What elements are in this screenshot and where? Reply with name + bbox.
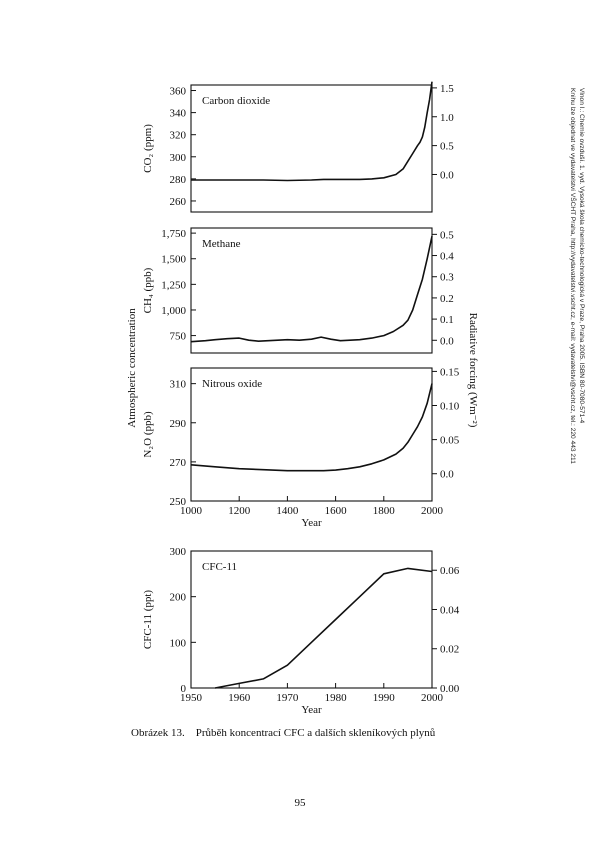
co2-right-tick-label: 1.0 bbox=[440, 111, 454, 124]
co2-left-tick-label: 280 bbox=[169, 173, 186, 186]
cfc11-left-tick-label: 0 bbox=[180, 683, 186, 695]
co2-left-tick-label: 300 bbox=[169, 151, 186, 164]
methane-right-tick-label: 0.0 bbox=[440, 335, 454, 348]
n2o-right-tick-label: 0.05 bbox=[440, 434, 460, 447]
methane-left-tick-label: 750 bbox=[169, 330, 186, 343]
caption-label: Obrázek 13. bbox=[131, 727, 185, 739]
cfc11-series-line bbox=[215, 568, 432, 688]
shared-left-axis-label: Atmospheric concentration bbox=[126, 308, 138, 428]
cfc11-x-tick-label: 1990 bbox=[372, 692, 395, 704]
methane-right-tick-label: 0.2 bbox=[440, 292, 454, 305]
cfc11-x-tick-label: 1960 bbox=[228, 692, 251, 704]
methane-left-tick-label: 1,250 bbox=[161, 279, 186, 292]
co2-right-tick-label: 0.5 bbox=[440, 140, 454, 153]
n2o-right-tick-label: 0.0 bbox=[440, 468, 454, 481]
cfc11-right-tick-label: 0.04 bbox=[440, 604, 460, 617]
n2o-left-tick-label: 250 bbox=[169, 496, 186, 508]
n2o-y-axis-label: N₂O (ppb) bbox=[142, 411, 154, 458]
citation-line-2: Knihu lze objednat ve vydavatelství VŠCHT Praha, http://vydavatelstvi.vscht.cz, e-mail: vydavatelstvi@vscht.cz, tel.: 220 443 211 bbox=[569, 88, 576, 464]
figure-caption bbox=[131, 727, 435, 739]
cfc11-y-axis-label: CFC-11 (ppt) bbox=[142, 589, 154, 650]
methane-series-line bbox=[191, 236, 432, 342]
cfc11-x-tick-label: 1980 bbox=[324, 692, 347, 704]
methane-right-tick-label: 0.5 bbox=[440, 229, 454, 242]
methane-y-axis-label: CH₄ (ppb) bbox=[142, 267, 154, 314]
citation-line-1: Vlnon I.: Chemie ovzduší. 1. vyd. Vysoká škola chemicko-technologická v Praze, Praha 2005. ISBN 80-7080-571-4 bbox=[578, 88, 585, 424]
cfc11-panel bbox=[142, 546, 460, 716]
cfc11-right-tick-label: 0.00 bbox=[440, 683, 460, 695]
cfc11-left-tick-label: 300 bbox=[169, 546, 186, 558]
co2-y-axis-label: CO₂ (ppm) bbox=[142, 124, 154, 173]
cfc11-x-axis-label: Year bbox=[301, 704, 322, 716]
methane-right-tick-label: 0.4 bbox=[440, 250, 454, 263]
cfc11-x-tick-label: 1970 bbox=[276, 692, 299, 704]
cfc11-right-tick-label: 0.06 bbox=[440, 565, 460, 578]
n2o-x-tick-label: 1800 bbox=[372, 505, 395, 517]
co2-left-tick-label: 260 bbox=[169, 195, 186, 208]
cfc11-left-tick-label: 100 bbox=[169, 637, 186, 650]
cfc11-panel-title: CFC-11 bbox=[202, 561, 238, 573]
n2o-x-tick-label: 1000 bbox=[180, 505, 202, 517]
n2o-x-tick-label: 2000 bbox=[421, 505, 443, 517]
methane-left-tick-label: 1,000 bbox=[161, 304, 186, 317]
methane-left-tick-label: 1,750 bbox=[161, 228, 186, 241]
methane-right-tick-label: 0.3 bbox=[440, 271, 454, 284]
co2-right-tick-label: 1.5 bbox=[440, 82, 454, 95]
co2-left-tick-label: 340 bbox=[169, 107, 186, 120]
co2-left-tick-label: 360 bbox=[169, 85, 186, 98]
methane-panel bbox=[142, 228, 454, 353]
cfc11-left-tick-label: 200 bbox=[169, 591, 186, 604]
n2o-left-tick-label: 310 bbox=[169, 378, 186, 391]
caption-text: Průběh koncentrací CFC a dalších skleníkových plynů bbox=[195, 727, 436, 739]
shared-right-axis-label: Radiative forcing (Wm⁻²) bbox=[467, 312, 479, 428]
page-number: 95 bbox=[294, 797, 306, 809]
n2o-x-axis-label: Year bbox=[301, 517, 322, 529]
n2o-left-tick-label: 270 bbox=[169, 456, 186, 469]
methane-left-tick-label: 1,500 bbox=[161, 253, 186, 266]
methane-panel-title: Methane bbox=[202, 238, 241, 250]
co2-panel bbox=[142, 82, 454, 212]
cfc11-x-tick-label: 1950 bbox=[180, 692, 202, 704]
n2o-series-line bbox=[191, 384, 432, 471]
n2o-panel bbox=[142, 366, 460, 529]
n2o-x-tick-label: 1400 bbox=[276, 505, 299, 517]
n2o-panel-title: Nitrous oxide bbox=[202, 378, 263, 390]
n2o-left-tick-label: 290 bbox=[169, 417, 186, 430]
n2o-right-tick-label: 0.10 bbox=[440, 400, 460, 413]
n2o-right-tick-label: 0.15 bbox=[440, 366, 460, 379]
co2-panel-title: Carbon dioxide bbox=[202, 95, 271, 107]
cfc11-x-tick-label: 2000 bbox=[421, 692, 443, 704]
n2o-x-tick-label: 1600 bbox=[324, 505, 347, 517]
n2o-x-tick-label: 1200 bbox=[228, 505, 251, 517]
co2-left-tick-label: 320 bbox=[169, 129, 186, 142]
co2-right-tick-label: 0.0 bbox=[440, 169, 454, 182]
methane-right-tick-label: 0.1 bbox=[440, 314, 454, 327]
cfc11-right-tick-label: 0.02 bbox=[440, 643, 460, 656]
